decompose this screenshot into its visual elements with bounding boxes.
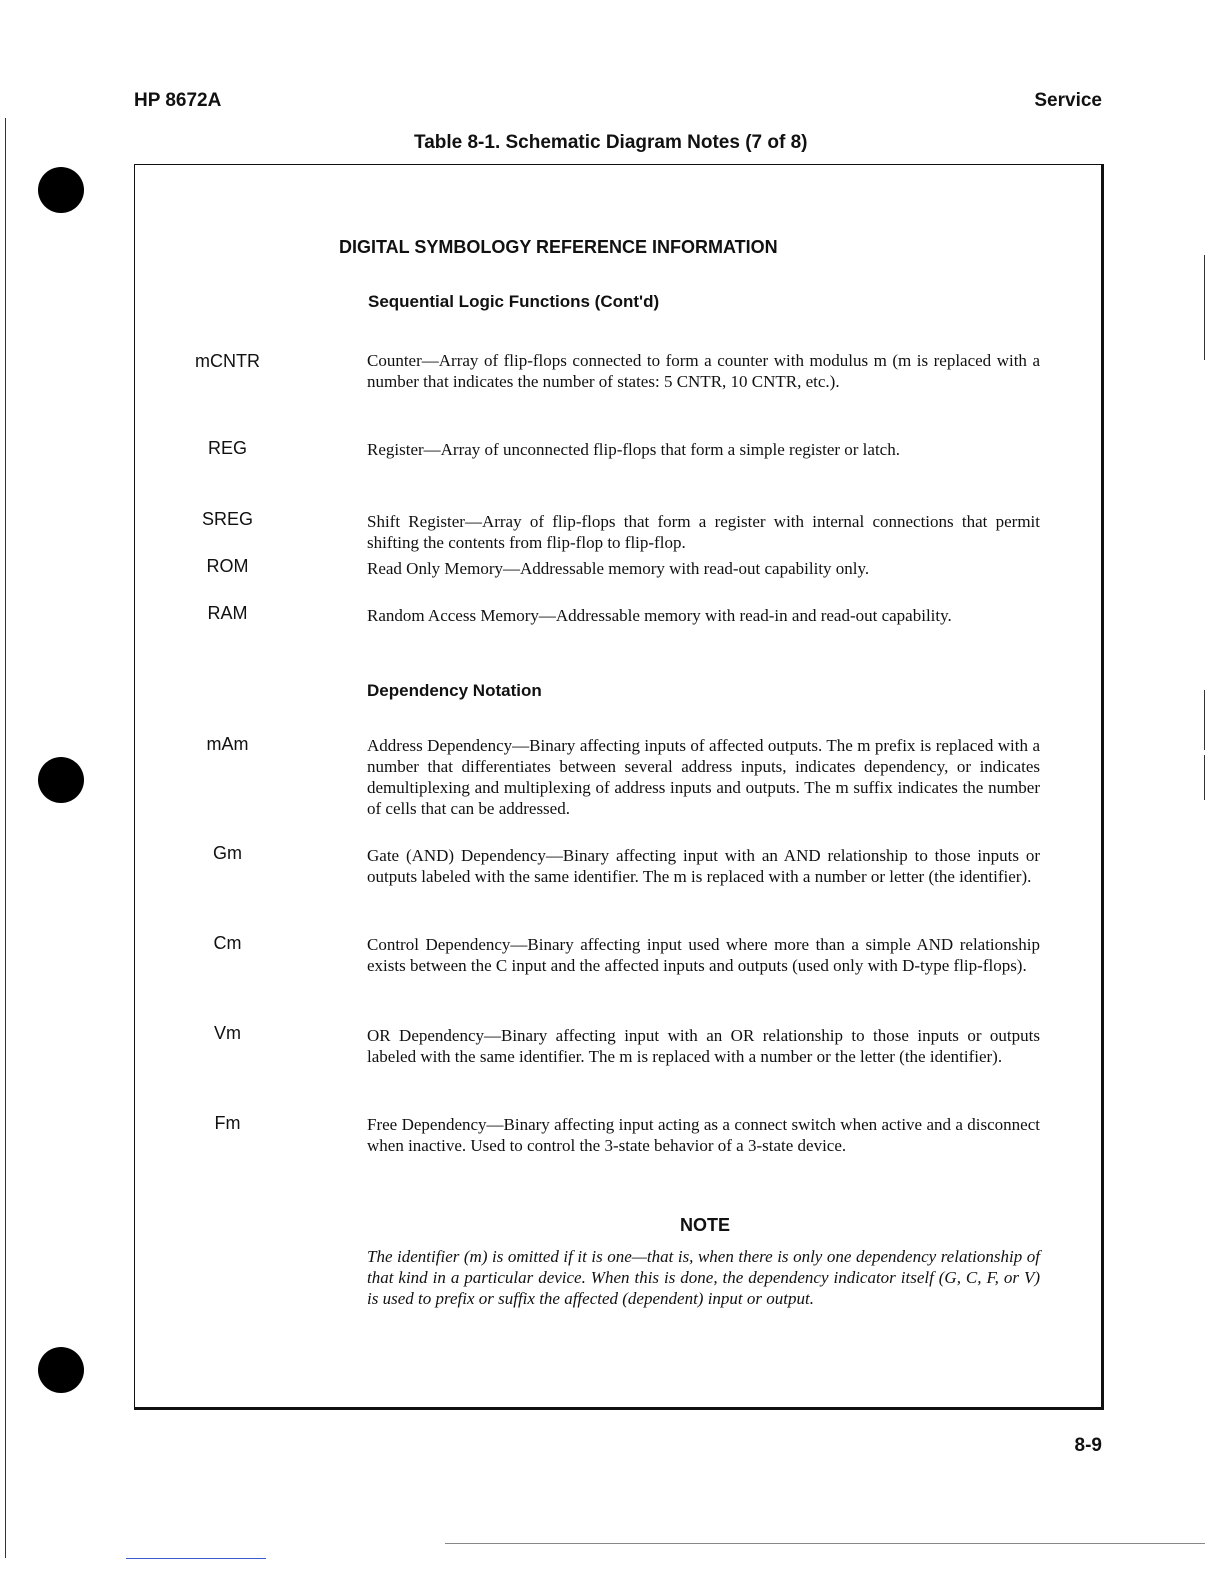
term-reg: REG bbox=[207, 438, 247, 458]
scan-margin-line-left bbox=[5, 118, 6, 1558]
desc-gm: Gate (AND) Dependency—Binary affecting input with an AND relationship to those inputs or outputs labeled with the same identifier. The m is replaced with a number or letter (the identifier). bbox=[367, 846, 1040, 886]
scan-bottom-line-blue bbox=[126, 1558, 266, 1559]
header-section: Service bbox=[1034, 90, 1102, 111]
table-title: Table 8-1. Schematic Diagram Notes (7 of 8) bbox=[414, 132, 808, 153]
note-text: The identifier (m) is omitted if it is one—that is, when there is only one dependency relationship of that kind in a particular device. When this is done, the dependency indicator itself (G, C, F, or V) is used to prefix or suffix the affected (dependent) input or output. bbox=[367, 1247, 1040, 1308]
punch-hole-top bbox=[38, 167, 84, 213]
subsection-title-dependency: Dependency Notation bbox=[367, 681, 542, 700]
desc-vm: OR Dependency—Binary affecting input with an OR relationship to those inputs or outputs labeled with the same identifier. The m is replaced with a number or the letter (the identifier). bbox=[367, 1026, 1040, 1066]
term-rom: ROM bbox=[206, 556, 249, 576]
note-title: NOTE bbox=[679, 1215, 730, 1235]
scan-margin-line-right-3 bbox=[1204, 755, 1205, 800]
desc-rom: Read Only Memory—Addressable memory with read-out capability only. bbox=[367, 559, 870, 578]
scan-margin-line-right bbox=[1204, 255, 1205, 360]
term-ram: RAM bbox=[207, 603, 248, 623]
page-number: 8-9 bbox=[1074, 1435, 1102, 1456]
punch-hole-bottom bbox=[38, 1347, 84, 1393]
punch-hole-middle bbox=[38, 757, 84, 803]
desc-ram: Random Access Memory—Addressable memory with read-in and read-out capability. bbox=[367, 606, 952, 625]
scan-bottom-line bbox=[445, 1543, 1205, 1544]
term-cm: Cm bbox=[213, 933, 242, 953]
desc-sreg: Shift Register—Array of flip-flops that form a register with internal connections that permit shifting the contents from flip-flop to flip-flop. bbox=[367, 512, 1040, 552]
section-title: DIGITAL SYMBOLOGY REFERENCE INFORMATION bbox=[339, 237, 778, 257]
desc-reg: Register—Array of unconnected flip-flops that form a simple register or latch. bbox=[367, 440, 900, 459]
desc-mcntr: Counter—Array of flip-flops connected to form a counter with modulus m (m is replaced with a number that indicates the number of states: 5 CNTR, 10 CNTR, etc.). bbox=[367, 351, 1040, 391]
term-mam: mAm bbox=[206, 734, 249, 754]
term-gm: Gm bbox=[213, 843, 242, 863]
subsection-title-sequential: Sequential Logic Functions (Cont'd) bbox=[368, 292, 660, 311]
header-model: HP 8672A bbox=[134, 90, 222, 111]
term-sreg: SREG bbox=[201, 509, 253, 529]
desc-fm: Free Dependency—Binary affecting input acting as a connect switch when active and a disconnect when inactive. Used to control the 3-state behavior of a 3-state device. bbox=[367, 1115, 1040, 1155]
scan-margin-line-right-2 bbox=[1204, 690, 1205, 750]
term-mcntr: mCNTR bbox=[195, 351, 260, 371]
term-fm: Fm bbox=[214, 1113, 241, 1133]
desc-mam: Address Dependency—Binary affecting inputs of affected outputs. The m prefix is replaced with a number that differentiates between several address inputs, indicates dependency, or indicates demultiplexing and multiplexing of address inputs and outputs. The m suffix indicates the number of cells that can be addressed. bbox=[367, 736, 1040, 818]
term-vm: Vm bbox=[214, 1023, 241, 1043]
desc-cm: Control Dependency—Binary affecting input used where more than a simple AND relationship exists between the C input and the affected inputs and outputs (used only with D-type flip-flops). bbox=[367, 935, 1040, 975]
